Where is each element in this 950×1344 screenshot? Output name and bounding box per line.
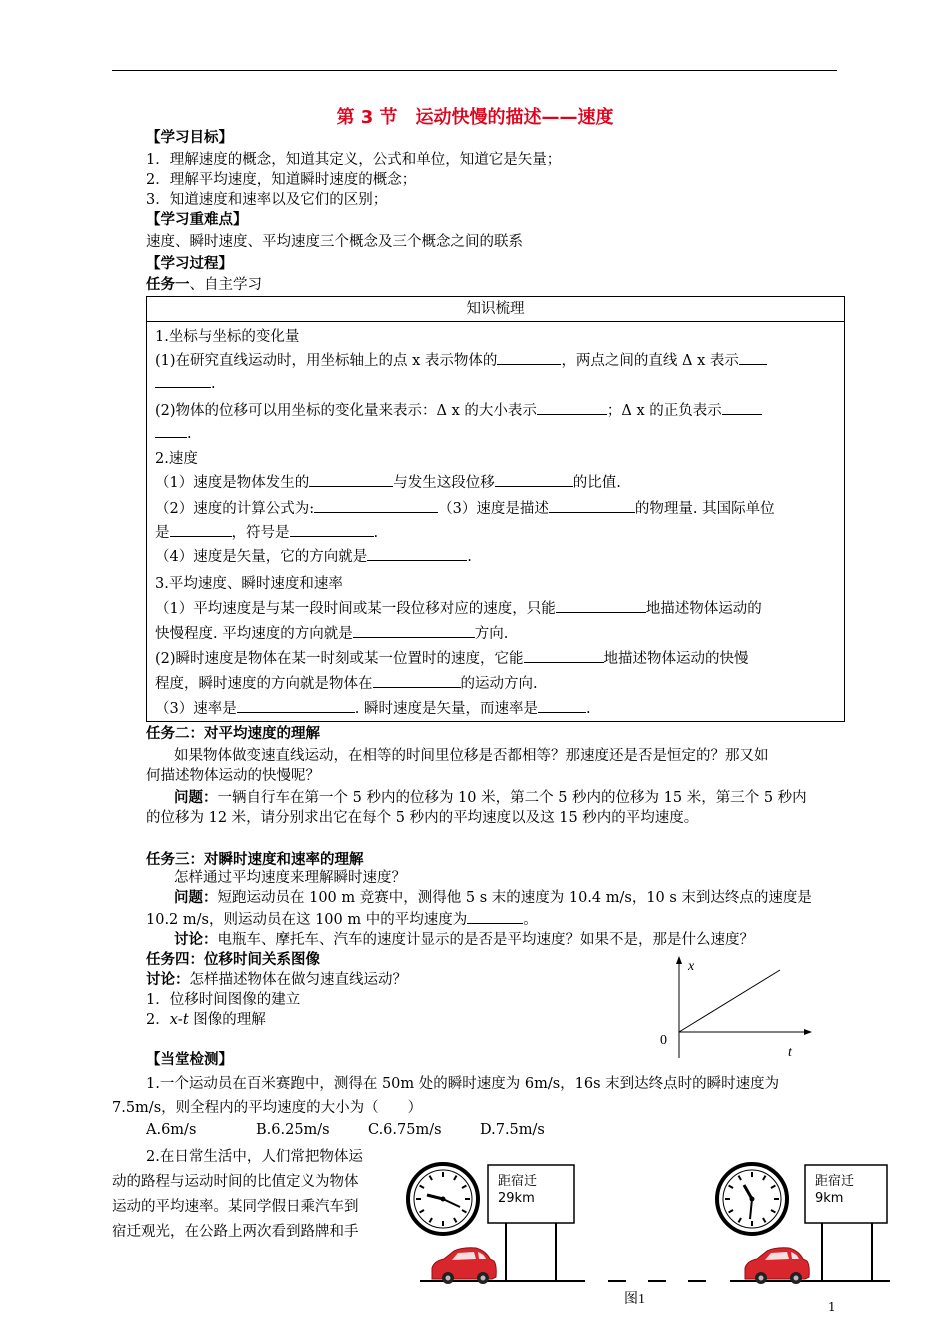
sign-text: 距宿迁 (498, 1174, 538, 1189)
box-line: (2)物体的位移可以用坐标的变化量来表示：Δ x 的大小表示 ；Δ x 的正负表示 (155, 399, 762, 420)
paragraph: 何描述物体运动的快慢呢？ (146, 768, 320, 784)
box-line: （1）速度是物体发生的 与发生这段位移 的比值. (155, 471, 621, 492)
question: 1.一个运动员在百米赛跑中，测得在 50m 处的瞬时速度为 6m/s，16s 末到达终点时的瞬时速度为 (146, 1076, 780, 1092)
x-axis-arrow (676, 956, 682, 964)
question: 10.2 m/s，则运动员在这 100 m 中的平均速度为 。 (146, 908, 538, 929)
list-item: 1．位移时间图像的建立 (146, 992, 301, 1008)
discussion: 讨论：电瓶车、摩托车、汽车的速度计显示的是否是平均速度？如果不是，那是什么速度？ (174, 932, 754, 948)
box-line: . (155, 373, 216, 392)
xt-graph (650, 950, 820, 1062)
box-line: 2.速度 (155, 451, 198, 467)
check-heading: 【当堂检测】 (146, 1052, 233, 1068)
sign-text: 距宿迁 (815, 1174, 855, 1189)
option: C.6.75m/s (368, 1122, 442, 1138)
knowledge-table (146, 296, 845, 722)
xt-line (679, 970, 780, 1032)
question: 运动的平均速率。某同学假日乘汽车到 (112, 1199, 359, 1215)
task1-heading: 任务一、自主学习 (146, 277, 262, 293)
option: A.6m/s (146, 1122, 197, 1138)
goals-heading: 【学习目标】 (146, 130, 233, 146)
task3-heading: 任务三：对瞬时速度和速率的理解 (146, 852, 364, 868)
origin-label: 0 (660, 1033, 667, 1048)
box-line: （2）速度的计算公式为: （3）速度是描述 的物理量. 其国际单位 (155, 497, 775, 518)
process-heading: 【学习过程】 (146, 256, 233, 272)
question: 问题：一辆自行车在第一个 5 秒内的位移为 10 米，第二个 5 秒内的位移为 15 米，第三个 5 秒内 (174, 790, 807, 806)
knowledge-table-header: 知识梳理 (147, 297, 844, 322)
x-axis-label: x (688, 959, 695, 974)
list-item: 2．x-t 图像的理解 (146, 1012, 266, 1028)
clock-icon (408, 1164, 478, 1234)
road-sign (805, 1165, 887, 1280)
option: D.7.5m/s (480, 1122, 545, 1138)
question: 的位移为 12 米，请分别求出它在每个 5 秒内的平均速度以及这 15 秒内的平均速度。 (146, 810, 699, 826)
task2-heading: 任务二：对平均速度的理解 (146, 726, 320, 742)
task4-heading: 任务四：位移时间关系图像 (146, 952, 320, 968)
box-line: 是 ，符号是 . (155, 521, 378, 542)
goal-item: 3．知道速度和速率以及它们的区别； (146, 192, 388, 208)
figure-caption: 图1 (624, 1292, 645, 1305)
discussion: 讨论：怎样描述物体在做匀速直线运动？ (146, 972, 407, 988)
question: 2.在日常生活中，人们常把物体运 (146, 1149, 363, 1165)
box-line: 快慢程度. 平均速度的方向就是 方向. (155, 622, 508, 643)
figure-1 (400, 1155, 895, 1305)
t-axis-label: t (788, 1045, 792, 1060)
box-line: 程度，瞬时速度的方向就是物体在 的运动方向. (155, 672, 538, 693)
goal-item: 2．理解平均速度，知道瞬时速度的概念； (146, 172, 417, 188)
paragraph: 怎样通过平均速度来理解瞬时速度？ (174, 870, 406, 886)
question: 动的路程与运动时间的比值定义为物体 (112, 1174, 359, 1190)
question: 问题：短跑运动员在 100 m 竞赛中，测得他 5 s 末的速度为 10.4 m/s，10 s 末到达终点的速度是 (174, 890, 812, 906)
paragraph: 如果物体做变速直线运动，在相等的时间里位移是否都相等？那速度还是否是恒定的？那又如 (174, 748, 769, 764)
box-line: (1)在研究直线运动时，用坐标轴上的点 x 表示物体的 ，两点之间的直线 Δ x 表示 (155, 349, 767, 370)
box-line: （3）速率是 . 瞬时速度是矢量，而速率是 . (155, 697, 591, 718)
sign-text: 9km (815, 1191, 844, 1206)
header-rule (112, 70, 837, 71)
road-sign (488, 1165, 574, 1280)
box-line: （4）速度是矢量，它的方向就是 . (155, 545, 472, 566)
question: 宿迁观光，在公路上两次看到路牌和手 (112, 1224, 359, 1240)
question: 7.5m/s，则全程内的平均速度的大小为（ ） (112, 1100, 423, 1116)
option: B.6.25m/s (256, 1122, 330, 1138)
box-line: 3.平均速度、瞬时速度和速率 (155, 576, 343, 592)
page-number: 1 (828, 1300, 836, 1314)
box-line: （1）平均速度是与某一段时间或某一段位移对应的速度，只能 地描述物体运动的 (155, 597, 762, 618)
sign-text: 29km (498, 1191, 535, 1206)
key-text: 速度、瞬时速度、平均速度三个概念及三个概念之间的联系 (146, 234, 523, 250)
goal-item: 1．理解速度的概念，知道其定义，公式和单位，知道它是矢量； (146, 152, 562, 168)
clock-icon (717, 1164, 787, 1234)
box-line: . (155, 423, 192, 442)
car-icon (745, 1248, 809, 1284)
box-line: 1.坐标与坐标的变化量 (155, 329, 300, 345)
box-line: (2)瞬时速度是物体在某一时刻或某一位置时的速度，它能 地描述物体运动的快慢 (155, 647, 749, 668)
car-icon (432, 1248, 496, 1284)
page-title: 第 3 节 运动快慢的描述——速度 (336, 107, 614, 128)
key-heading: 【学习重难点】 (146, 212, 248, 228)
t-axis-arrow (804, 1029, 812, 1035)
